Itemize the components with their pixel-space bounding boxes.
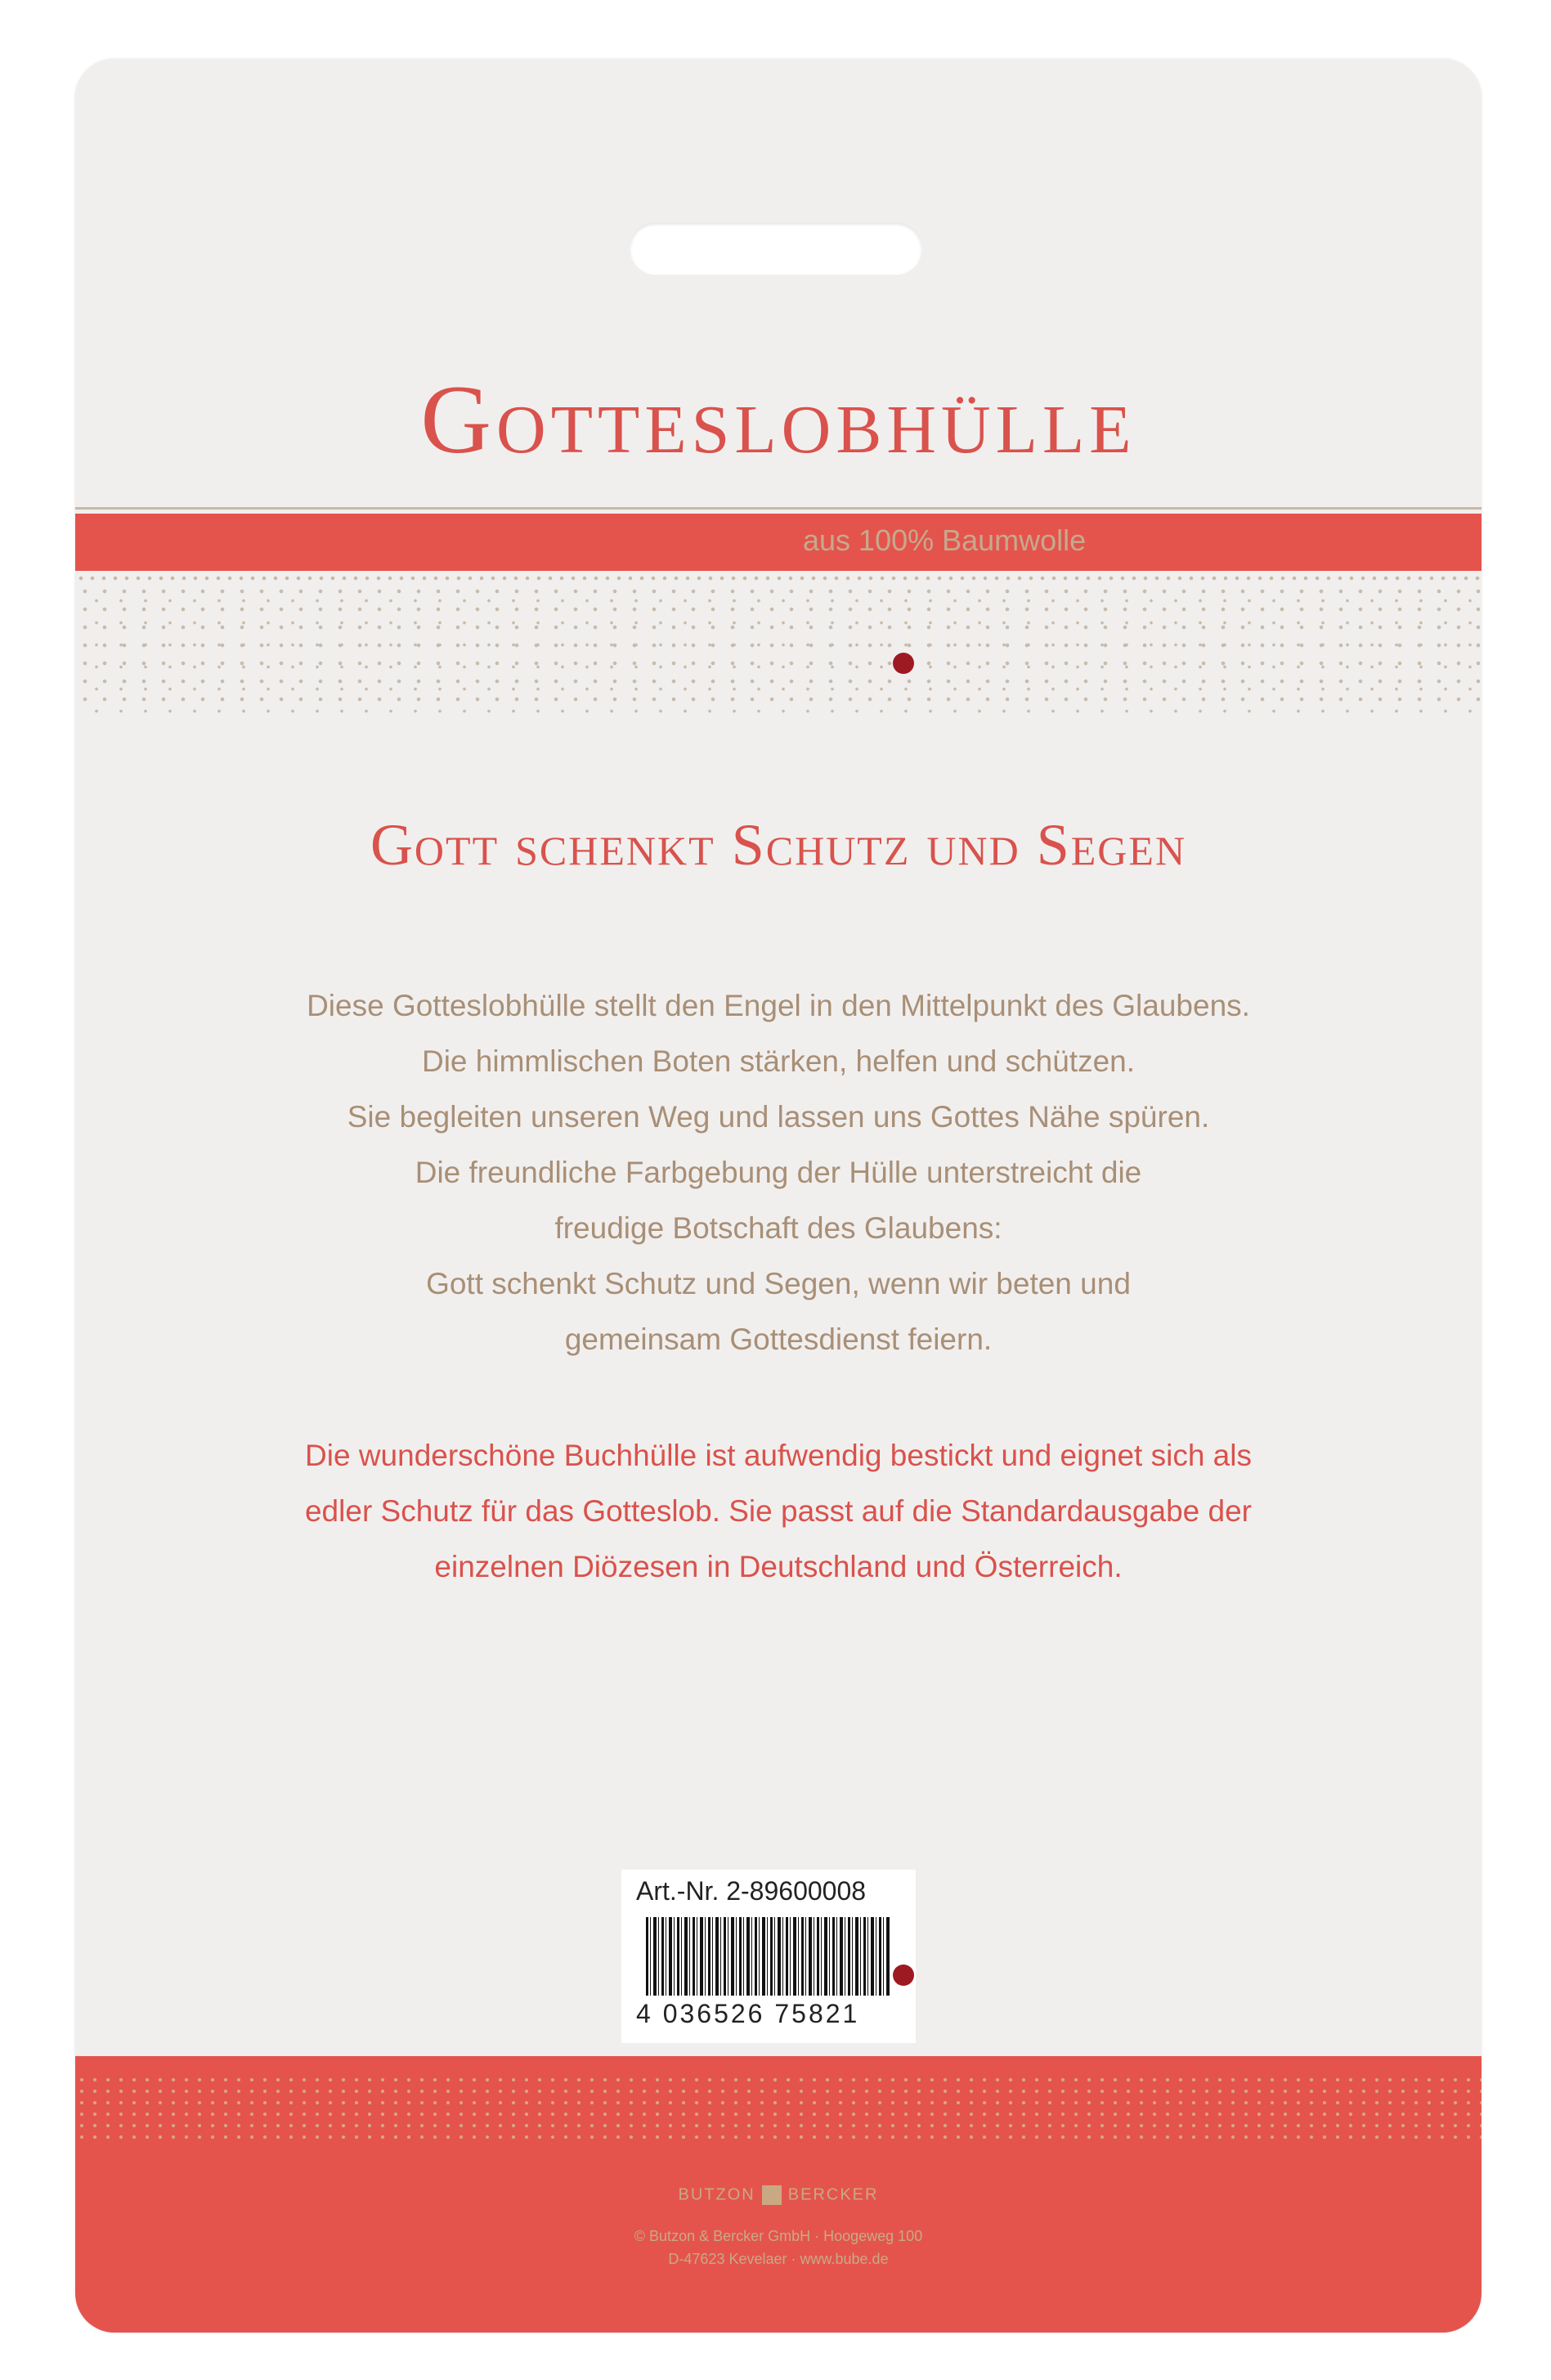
hang-hole [630, 222, 922, 275]
description-text [75, 978, 1482, 1367]
title-band [75, 514, 1482, 571]
description-line: freudige Botschaft des Glaubens: [554, 1211, 1002, 1245]
packaging-card [75, 59, 1482, 2333]
description-line: Sie begleiten unseren Weg und lassen uns Gottes Nähe spüren. [347, 1100, 1210, 1134]
imprint-line: © Butzon & Bercker GmbH · Hoogeweg 100 [634, 2228, 923, 2244]
description-line: Die freundliche Farbgebung der Hülle unterstreicht die [415, 1156, 1142, 1189]
footer-dot-pattern [75, 2074, 1482, 2143]
divider-line [75, 507, 1482, 510]
imprint-line: D-47623 Kevelaer · www.bube.de [668, 2251, 889, 2267]
imprint [75, 2225, 1482, 2270]
product-title: Gotteslobhülle [420, 365, 1136, 474]
dot-pattern [75, 582, 1482, 713]
description-line: gemeinsam Gottesdienst feiern. [564, 1322, 993, 1356]
description-line: Diese Gotteslobhülle stellt den Engel in den Mittelpunkt des Glaubens. [307, 989, 1250, 1022]
description-line: Gott schenkt Schutz und Segen, wenn wir beten und [426, 1267, 1131, 1300]
product-line: Die wunderschöne Buchhülle ist aufwendig bestickt und eignet sich als [305, 1439, 1252, 1472]
description-line: Die himmlischen Boten stärken, helfen und schützen. [421, 1044, 1136, 1078]
footer-band [75, 2056, 1482, 2333]
publisher-logo-icon [762, 2185, 782, 2205]
dotted-border [75, 576, 1482, 581]
product-text [75, 1428, 1482, 1595]
hanging-thread-bottom [893, 1965, 914, 1986]
product-subtitle: aus 100% Baumwolle [803, 523, 1087, 557]
article-number: Art.-Nr. 2-89600008 [636, 1876, 867, 1906]
product-line: einzelnen Diözesen in Deutschland und Österreich. [434, 1550, 1123, 1583]
product-line: edler Schutz für das Gotteslob. Sie passt auf die Standardausgabe der [304, 1494, 1252, 1528]
publisher-name-left: BUTZON [678, 2185, 755, 2204]
ean-number: 4 036526 75821 [636, 1999, 860, 2028]
barcode-bars [646, 1917, 891, 1996]
publisher-logo [75, 2185, 1482, 2205]
section-heading: Gott schenkt Schutz und Segen [370, 812, 1187, 878]
barcode-label [621, 1870, 916, 2043]
publisher-name-right: BERCKER [787, 2185, 879, 2204]
hanging-thread-top [893, 653, 914, 674]
